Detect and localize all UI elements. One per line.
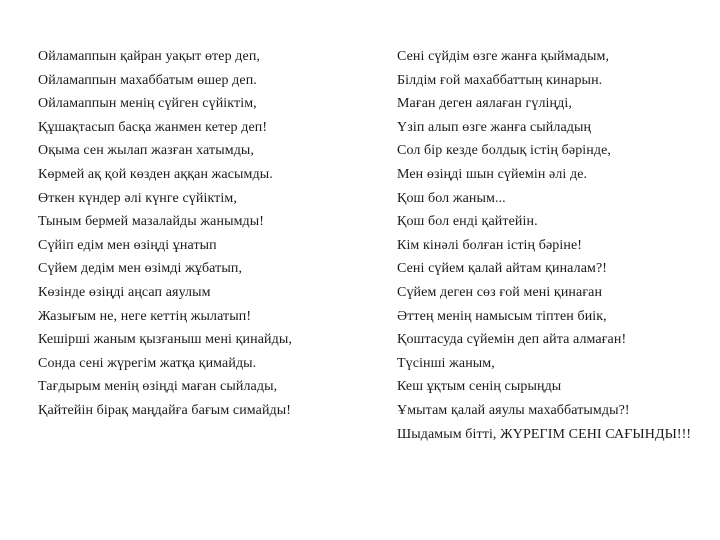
poem-line: Сүйем деген сөз ғой мені қинаған	[397, 284, 603, 300]
poem-line: Сені сүйем қалай айтам қиналам?!	[397, 261, 608, 277]
poem-line: Сүйем дедім мен өзімді жұбатып,	[38, 261, 243, 277]
poem-line: Түсінші жаным,	[397, 355, 495, 371]
poem-line: Ойламаппын махаббатым өшер деп.	[38, 72, 257, 88]
poem-line: Қош бол енді қайтейін.	[397, 214, 538, 230]
poem-right-column	[397, 45, 697, 446]
poem-line: Тағдырым менің өзіңді маған сыйлады,	[38, 379, 278, 395]
poem-line: Шыдамым бітті, ЖҮРЕГІМ СЕНІ САҒЫНДЫ!!!	[397, 426, 692, 442]
poem-line: Сол бір кезде болдық істің бәрінде,	[397, 143, 612, 159]
poem-line: Ұмытам қалай аяулы махаббатымды?!	[397, 402, 630, 418]
poem-line: Ойламаппын қайран уақыт өтер деп,	[38, 49, 261, 64]
poem-line: Сені сүйдім өзге жанға қыймадым,	[397, 49, 610, 64]
poem-line: Білдім ғой махаббаттың кинарын.	[397, 72, 603, 88]
poem-line: Қайтейін бірақ маңдайға бағым симайды!	[38, 402, 292, 418]
poem-line: Тыным бермей мазалайды жанымды!	[38, 214, 265, 230]
poem-line: Үзіп алып өзге жанға сыйладың	[397, 119, 592, 135]
poem-line: Қоштасуда сүйемін деп айта алмаған!	[397, 332, 627, 348]
poem-left-column	[38, 45, 360, 423]
poem-line: Жазығым не, неге кеттің жылатып!	[38, 308, 252, 324]
poem-line: Кеш ұқтым сенің сырыңды	[397, 379, 562, 395]
poem-line: Кешірші жаным қызғаныш мені қинайды,	[38, 332, 292, 348]
poem-line: Қош бол жаным...	[397, 190, 506, 206]
poem-line: Мен өзіңді шын сүйемін әлі де.	[397, 166, 588, 182]
poem-line: Ойламаппын менің сүйген сүйіктім,	[38, 96, 257, 112]
poem-line: Сонда сені жүрегім жатқа қимайды.	[38, 355, 257, 371]
poem-line: Маған деген аялаған гүліңді,	[397, 96, 572, 112]
poem-line: Сүйіп едім мен өзіңді ұнатып	[38, 237, 217, 253]
poem-line: Әттең менің намысым тіптен биік,	[397, 308, 607, 324]
poem-line: Көрмей ақ қой көзден аққан жасымды.	[38, 166, 273, 182]
poem-line: Өткен күндер әлі күнге сүйіктім,	[38, 190, 237, 206]
poem-line: Көзінде өзіңді аңсап аяулым	[38, 284, 211, 300]
poem-line: Оқыма сен жылап жазған хатымды,	[38, 143, 255, 159]
poem-line: Құшақтасып басқа жанмен кетер деп!	[38, 119, 268, 135]
poem-line: Кім кінәлі болған істің бәріне!	[397, 237, 583, 253]
